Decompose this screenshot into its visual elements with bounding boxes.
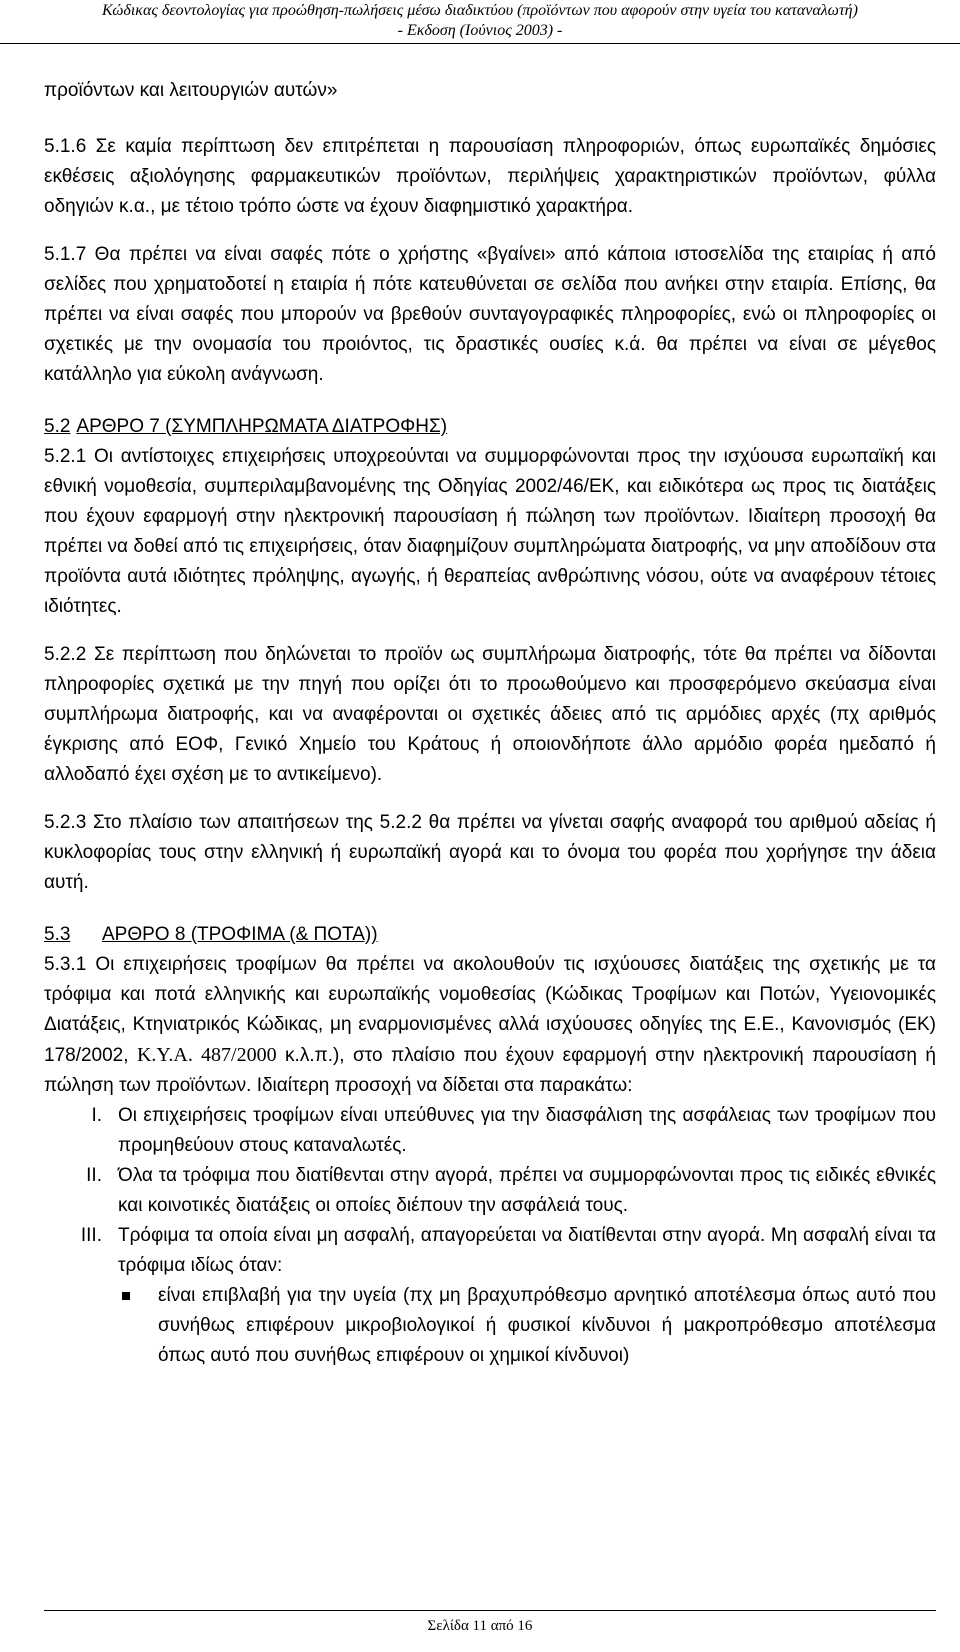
section-title: ΑΡΘΡΟ 8 (ΤΡΟΦΙΜΑ (& ΠΟΤΑ)) bbox=[102, 924, 378, 945]
list-item bbox=[44, 1101, 936, 1161]
list-item-text: Οι επιχειρήσεις τροφίμων είναι υπεύθυνες για την διασφάλιση της ασφάλειας των τροφίμων που προμηθεύουν στους καταναλωτές. bbox=[118, 1105, 936, 1156]
bullet-item-text: είναι επιβλαβή για την υγεία (πχ μη βραχυπρόθεσμο αρνητικό αποτέλεσμα όπως αυτό που συνήθως επιφέρουν μικροβιολογικοί ή φυσικοί κίνδυνοι ή μακροπρόθεσμο αποτέλεσμα όπως αυτό που συνήθως επιφέρουν οι χημικοί κίνδυνοι) bbox=[158, 1285, 936, 1366]
section-heading-5-2 bbox=[44, 412, 936, 442]
section-number: 5.2 bbox=[44, 416, 71, 437]
square-bullet-icon bbox=[122, 1292, 130, 1300]
paragraph-5-2-1: 5.2.1 Οι αντίστοιχες επιχειρήσεις υποχρεούνται να συμμορφώνονται προς την ισχύουσα ευρωπαϊκή και εθνική νομοθεσία, συμπεριλαμβανομένης της Οδηγίας 2002/46/ΕΚ, και ειδικότερα ως προς τις διατάξεις που έχουν εφαρμογή στην ηλεκτρονική παρουσίαση ή πώληση των προϊόντων. Ιδιαίτερη προσοχή θα πρέπει να δοθεί από τις επιχειρήσεις, όταν διαφημίζουν συμπληρώματα διατροφής, να μην αποδίδουν στα προϊόντα αυτά ιδιότητες πρόληψης, αγωγής, ή θεραπείας ανθρώπινης νόσου, ούτε να αναφέρουν τέτοιες ιδιότητες. bbox=[44, 446, 936, 617]
list-item-text: Όλα τα τρόφιμα που διατίθενται στην αγορά, πρέπει να συμμορφώνονται προς τις ειδικές εθνικές και κοινοτικές διατάξεις οι οποίες διέπουν την ασφάλειά τους. bbox=[118, 1165, 936, 1216]
paragraph-5-2-3: 5.2.3 Στο πλαίσιο των απαιτήσεων της 5.2.2 θα πρέπει να γίνεται σαφής αναφορά του αριθμού αδείας ή κυκλοφορίας τους στην ελληνική ή ευρωπαϊκή αγορά και το όνομα του φορέα που χορήγησε την άδεια αυτή. bbox=[44, 812, 936, 893]
header-edition: - Εκδοση (Ιούνιος 2003) - bbox=[397, 22, 563, 39]
paragraph-continuation: προϊόντων και λειτουργιών αυτών» bbox=[44, 80, 338, 101]
paragraph-5-1-7: 5.1.7 Θα πρέπει να είναι σαφές πότε ο χρήστης «βγαίνει» από κάποια ιστοσελίδα της εταιρίας ή από σελίδες που χρηματοδοτεί η εταιρία ή πότε κατευθύνεται σε σελίδα που ανήκει στην εταιρία. Επίσης, θα πρέπει να είναι σαφές που μπορούν να βρεθούν συνταγογραφικές πληροφορίες, ενώ οι πληροφορίες οι σχετικές με την ονομασία του προιόντος, τις δραστικές ουσίες κ.ά. θα πρέπει να είναι σε μέγεθος κατάλληλο για εύκολη ανάγνωση. bbox=[44, 244, 936, 385]
section-title: ΑΡΘΡΟ 7 (ΣΥΜΠΛΗΡΩΜΑΤΑ ΔΙΑΤΡΟΦΗΣ) bbox=[76, 416, 448, 437]
list-item-text: Τρόφιμα τα οποία είναι μη ασφαλή, απαγορεύεται να διατίθενται στην αγορά. Μη ασφαλή είναι τα τρόφιμα ιδίως όταν: bbox=[118, 1225, 936, 1276]
list-item-number: I. bbox=[91, 1105, 102, 1126]
list-item-number: II. bbox=[86, 1165, 102, 1186]
page-number: Σελίδα 11 από 16 bbox=[427, 1618, 533, 1634]
header-title: Κώδικας δεοντολογίας για προώθηση-πωλήσεις μέσω διαδικτύου (προϊόντων που αφορούν στην υγεία του καταναλωτή) bbox=[102, 2, 858, 19]
paragraph-5-1-6: 5.1.6 Σε καμία περίπτωση δεν επιτρέπεται η παρουσίαση πληροφοριών, όπως ευρωπαϊκές δημόσιες εκθέσεις αξιολόγησης φαρμακευτικών προϊόντων, περιλήψεις χαρακτηριστικών προϊόντων, φύλλα οδηγιών κ.α., με τέτοιο τρόπο ώστε να έχουν διαφημιστικό χαρακτήρα. bbox=[44, 136, 936, 217]
section-heading-5-3 bbox=[44, 920, 936, 950]
paragraph-text: 5.3.1 Οι επιχειρήσεις τροφίμων θα πρέπει να ακολουθούν τις ισχύουσες διατάξεις της σχετικής με τα τρόφιμα και ποτά ελληνικής και ευρωπαϊκής νομοθεσίας (Κώδικας Τροφίμων και Ποτών, Υγειονομικές Διατάξεις, Κτηνιατρικός Κώδικας, μη εναρμονισμένες αλλά ισχύουσες οδηγίες της Ε.Ε., Κανονισμός (ΕΚ) 178/2002, bbox=[44, 954, 936, 1066]
bullet-item bbox=[44, 1281, 936, 1371]
regulation-reference: Κ.Υ.Α. 487/2000 bbox=[136, 1044, 277, 1066]
page-footer bbox=[0, 1618, 960, 1635]
paragraph-text: κ.λ.π.), στο πλαίσιο που έχουν εφαρμογή στην ηλεκτρονική παρουσίαση ή πώληση των προϊόντων. Ιδιαίτερη προσοχή να δίδεται στα παρακάτω: bbox=[44, 1045, 936, 1096]
section-number: 5.3 bbox=[44, 924, 71, 945]
list-item bbox=[44, 1161, 936, 1221]
bullet-list bbox=[44, 1281, 936, 1371]
document-body bbox=[44, 76, 936, 1371]
roman-numeral-list bbox=[44, 1101, 936, 1281]
page-header bbox=[0, 0, 960, 44]
paragraph-5-2-2: 5.2.2 Σε περίπτωση που δηλώνεται το προϊόν ως συμπλήρωμα διατροφής, τότε θα πρέπει να δίδονται πληροφορίες σχετικά με την πηγή που ορίζει ότι το προωθούμενο και προσφερόμενο σκεύασμα είναι συμπλήρωμα διατροφής, και να αναφέρονται οι σχετικές άδειες από τις αρμόδιες αρχές (πχ αριθμός έγκρισης από ΕΟΦ, Γενικό Χημείο του Κράτους ή οποιονδήποτε άλλο αρμόδιο φορέα ημεδαπό ή αλλοδαπό έχει σχέση με το αντικείμενο). bbox=[44, 644, 936, 785]
list-item bbox=[44, 1221, 936, 1281]
paragraph-5-3-1 bbox=[44, 950, 936, 1101]
footer-divider bbox=[44, 1610, 936, 1611]
list-item-number: III. bbox=[80, 1225, 102, 1246]
